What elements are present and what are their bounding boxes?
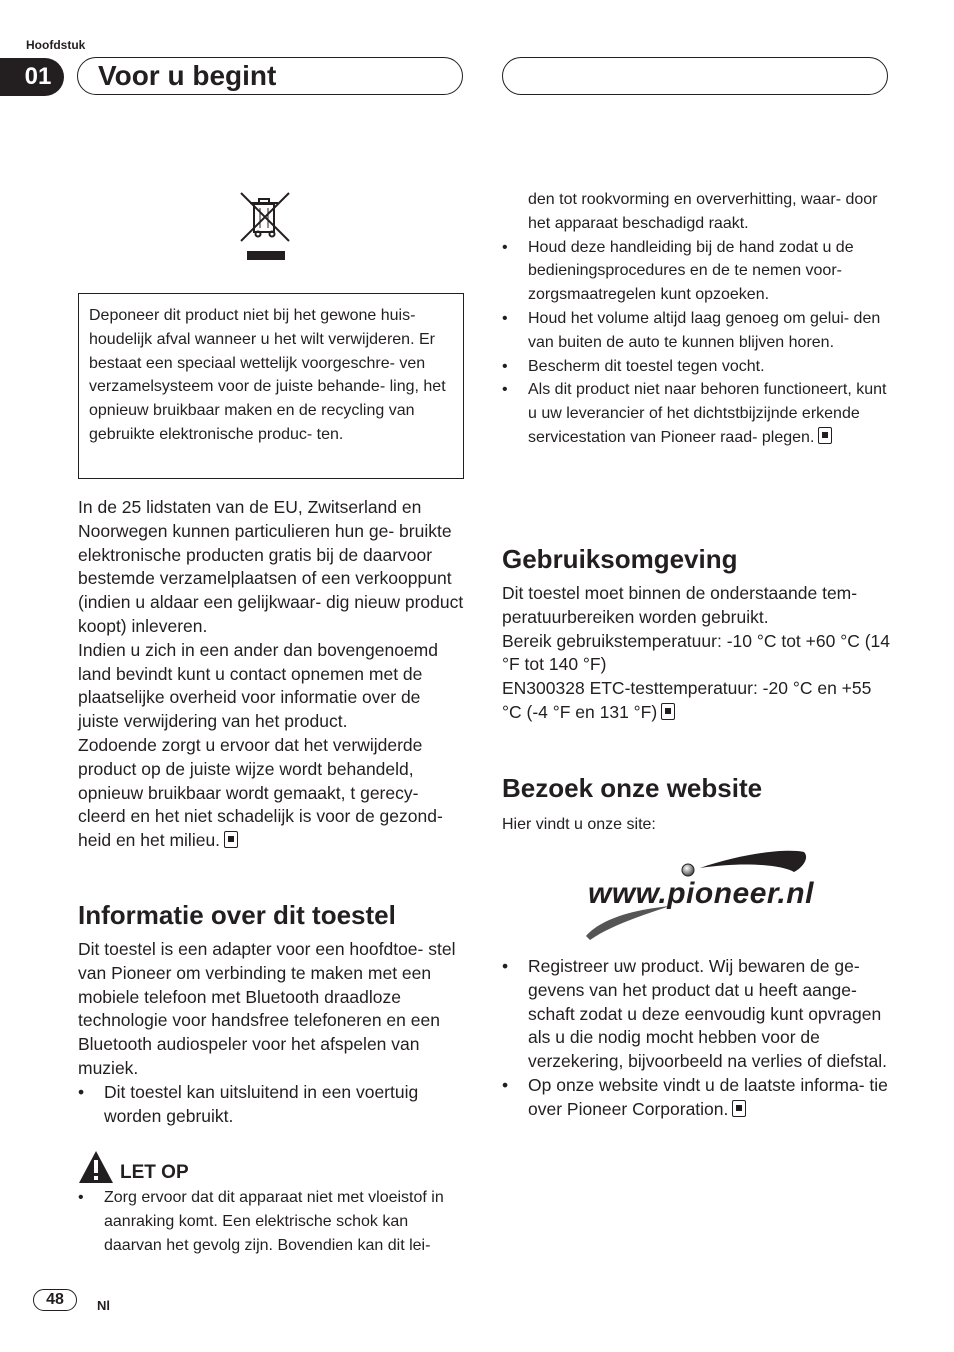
disposal-paragraph-3-text: Zodoende zorgt u ervoor dat het verwijderde product op de juiste wijze wordt behandeld, opnieuw bruikbaar wordt gemaakt, t gerecy- cleerd en het niet schadelijk is voor de gezond- heid en het milieu. [78, 734, 443, 851]
disposal-paragraph-1: In de 25 lidstaten van de EU, Zwitserland en Noorwegen kunnen particulieren hun ge- bruikte elektronische producten gratis bij de daarvoor bestemde verzamelplaatsen of een verkooppunt (indien u aldaar een gelijkwaar- dig nieuw product koopt) inleveren. [78, 497, 464, 636]
info-heading: Informatie over dit toestel [78, 900, 396, 930]
pioneer-website-logo[interactable] [580, 846, 814, 942]
caution-continued: den tot rookvorming en oververhitting, waar- door het apparaat beschadigd raakt. [528, 191, 878, 232]
left-column [78, 496, 464, 853]
page-number: 48 [33, 1289, 77, 1311]
website-bullet-text: Op onze website vindt u de laatste informa- tie over Pioneer Corporation. [528, 1074, 888, 1119]
end-mark-icon [661, 703, 675, 720]
info-bullet-list [78, 1081, 464, 1129]
website-bullet-list [502, 955, 890, 1122]
website-bullet-item [502, 1074, 890, 1122]
website-heading: Bezoek onze website [502, 773, 763, 803]
end-mark-icon [818, 427, 832, 444]
language-code: Nl [97, 1298, 110, 1313]
weee-bin-icon [238, 190, 292, 262]
disposal-notice-text: Deponeer dit product niet bij het gewone huis- houdelijk afval wanneer u het wilt verwijderen. Er bestaat een speciaal wettelijk voorgeschre- ven verzamelsysteem voor de juiste behande- ling, het opnieuw bruikbaar maken en de recycling van gebruikte elektronische produc- ten. [89, 307, 446, 443]
page-title-text: Voor u begint [98, 60, 277, 91]
page-title [77, 57, 463, 95]
caution-title: LET OP [120, 1162, 189, 1183]
environment-paragraph-3 [502, 677, 890, 725]
disposal-paragraph-3 [78, 734, 464, 853]
end-mark-icon [224, 831, 238, 848]
website-bullet-item: • Registreer uw product. Wij bewaren de ge- gevens van het product dat u heeft aange- schaft zodat u deze eenvoudig kunt opvragen als u die nodig mocht hebben voor de verzekering, bijvoorbeeld na verlies of diefstal. [502, 955, 890, 1074]
caution-bullet-item: • Houd deze handleiding bij de hand zodat u de bedieningsprocedures en de te nemen voor- zorgsmaatregelen kunt opzoeken. [502, 236, 890, 307]
warning-triangle-icon [78, 1150, 114, 1184]
website-intro: Hier vindt u onze site: [502, 816, 656, 833]
caution-bullet-item: • Bescherm dit toestel tegen vocht. [502, 355, 890, 379]
logo-text: www.pioneer.nl [588, 877, 814, 910]
end-mark-icon [732, 1100, 746, 1117]
caution-bullets-continued [502, 236, 890, 450]
caution-bullet-list [78, 1186, 464, 1257]
caution-bullet-item: • Zorg ervoor dat dit apparaat niet met vloeistof in aanraking komt. Een elektrische schok kan daarvan het gevolg zijn. Bovendien kan dit lei- [78, 1186, 464, 1257]
website-section [502, 773, 890, 837]
environment-section [502, 544, 890, 725]
caution-section [78, 1150, 464, 1257]
environment-heading: Gebruiksomgeving [502, 544, 738, 574]
chapter-label: Hoofdstuk [26, 38, 86, 52]
info-paragraph: Dit toestel is een adapter voor een hoofdtoe- stel van Pioneer om verbinding te maken met een mobiele telefoon met Bluetooth draadloze technologie voor handsfree telefoneren en een Bluetooth audiospeler voor het afspelen van muziek. [78, 939, 456, 1078]
website-bullets-section [502, 955, 890, 1122]
caution-bullet-item: • Houd het volume altijd laag genoeg om gelui- den van buiten de auto te kunnen blijven horen. [502, 307, 890, 355]
disposal-notice-box [78, 293, 464, 479]
disposal-paragraph-2: Indien u zich in een ander dan bovengenoemd land bevindt kunt u contact opnemen met de plaatselijke overheid voor informatie over de juiste verwijdering van het product. [78, 639, 438, 732]
right-column-top [502, 188, 890, 450]
header-pill-empty [502, 57, 888, 95]
caution-bullet-item [502, 378, 890, 449]
environment-paragraph-3-text: EN300328 ETC-testtemperatuur: -20 °C en +55 °C (-4 °F en 131 °F) [502, 678, 872, 722]
chapter-number: 01 [0, 58, 64, 96]
environment-paragraph-2: Bereik gebruikstemperatuur: -10 °C tot +60 °C (14 °F tot 140 °F) [502, 630, 890, 675]
info-bullet-item: • Dit toestel kan uitsluitend in een voertuig worden gebruikt. [78, 1081, 464, 1129]
caution-header [78, 1150, 464, 1184]
environment-paragraph-1: Dit toestel moet binnen de onderstaande tem- peratuurbereiken worden gebruikt. [502, 583, 858, 627]
info-section [78, 900, 464, 1128]
caution-bullet-text: Als dit product niet naar behoren functioneert, kunt u uw leverancier of het dichtstbijzijnde erkende servicestation van Pioneer raad- plegen. [528, 381, 887, 446]
